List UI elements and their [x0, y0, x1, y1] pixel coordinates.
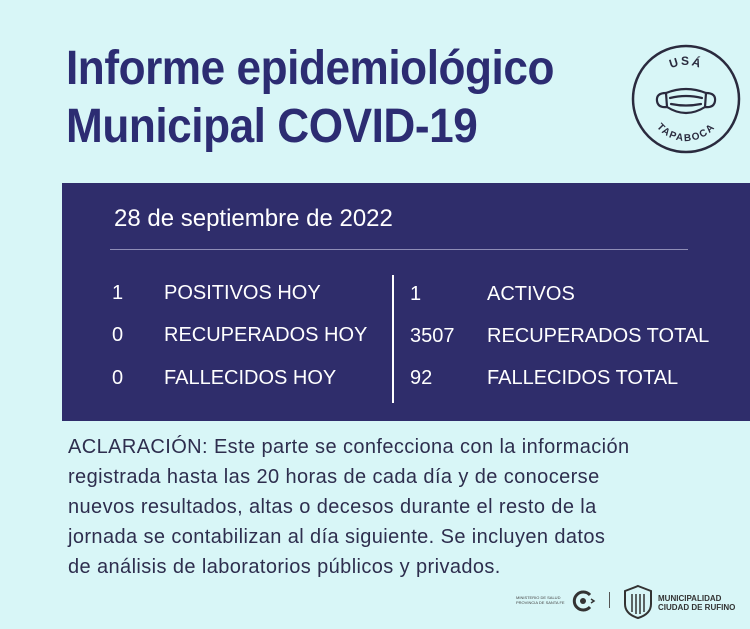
positivos-hoy-value: 1: [112, 282, 124, 304]
divider-vertical: [392, 275, 394, 403]
page-title: [66, 40, 581, 156]
stats-panel: [62, 183, 750, 421]
note-line: jornada se contabilizan al día siguiente. Se incluyen datos: [68, 526, 606, 548]
face-mask-icon: [657, 89, 715, 113]
recuperados-total-label: RECUPERADOS TOTAL: [487, 325, 710, 347]
divider-horizontal: [110, 249, 688, 250]
recuperados-total-value: 3507: [410, 325, 455, 347]
mask-badge-icon: [630, 43, 742, 155]
svg-text:TAPABOCA: [654, 121, 717, 144]
fallecidos-hoy-value: 0: [112, 367, 124, 389]
santa-fe-logo-icon: [570, 588, 596, 614]
note-line: registrada hasta las 20 horas de cada día y de conocerse: [68, 466, 600, 488]
rufino-shield-icon: [622, 584, 654, 620]
recuperados-hoy-value: 0: [112, 324, 124, 346]
fallecidos-total-value: 92: [410, 367, 433, 389]
activos-label: ACTIVOS: [487, 283, 575, 305]
footer-divider: [609, 592, 610, 608]
recuperados-hoy-label: RECUPERADOS HOY: [164, 324, 368, 346]
province-line-1: MINISTERIO DE SALUD: [516, 595, 561, 600]
activos-value: 1: [410, 283, 422, 305]
note-line: de análisis de laboratorios públicos y privados.: [68, 556, 501, 578]
title-line-1: Informe epidemiológico: [66, 42, 554, 95]
muni-line-1: MUNICIPALIDAD: [658, 594, 722, 603]
fallecidos-total-label: FALLECIDOS TOTAL: [487, 367, 679, 389]
report-date: 28 de septiembre de 2022: [114, 205, 393, 232]
svg-text:USÁ: [667, 54, 704, 72]
footer-logos: [512, 582, 748, 622]
badge-bottom-text: TAPABOCA: [654, 121, 718, 145]
muni-line-2: CIUDAD DE RUFINO: [658, 603, 736, 612]
disclaimer-note: [68, 432, 708, 582]
positivos-hoy-label: POSITIVOS HOY: [164, 282, 321, 304]
province-line-2: PROVINCIA DE SANTA FE: [516, 600, 565, 605]
fallecidos-hoy-label: FALLECIDOS HOY: [164, 367, 337, 389]
title-line-2: Municipal COVID-19: [66, 100, 478, 153]
note-line: ACLARACIÓN: Este parte se confecciona con la información: [68, 436, 630, 458]
badge-top-text: USÁ: [667, 54, 705, 72]
note-line: nuevos resultados, altas o decesos durante el resto de la: [68, 496, 597, 518]
